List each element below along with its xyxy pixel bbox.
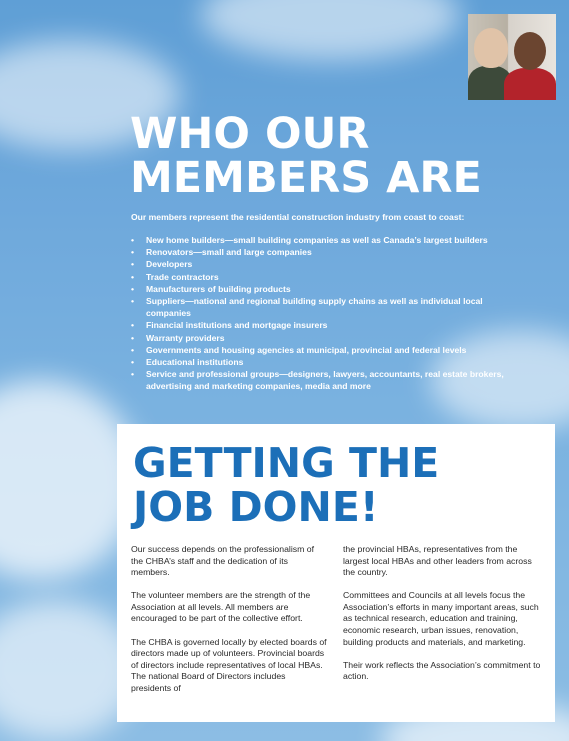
paragraph: The volunteer members are the strength of the Association at all levels. All members are encouraged to be part of the collective effort. (131, 590, 311, 624)
bullet-icon: • (131, 271, 135, 282)
member-type-label: Service and professional groups—designers, lawyers, accountants, real estate brokers, advertising and marketing companies, media and more (146, 369, 504, 392)
bullet-icon: • (131, 247, 135, 258)
member-list-item (131, 234, 511, 246)
member-list (131, 234, 511, 393)
member-type-label: New home builders—small building companies as well as Canada’s largest builders (146, 235, 488, 245)
right-column (343, 544, 543, 694)
cloud-decoration (200, 0, 460, 60)
title-line: WHO OUR (130, 109, 370, 159)
member-type-label: Financial institutions and mortgage insurers (146, 320, 328, 331)
member-type-label: Renovators—small and large companies (146, 247, 312, 258)
getting-job-done-panel (117, 424, 555, 722)
member-list-item (131, 368, 511, 392)
intro-text: Our members represent the residential construction industry from coast to coast: (131, 212, 465, 222)
member-type-label: Warranty providers (146, 332, 225, 343)
paragraph: Their work reflects the Association’s commitment to action. (343, 659, 541, 682)
paragraph: The CHBA is governed locally by elected boards of directors made up of volunteers. Provincial boards of directors include representatives of local HBAs. The national Board of Directors includes presidents of (131, 636, 327, 693)
paragraph: the provincial HBAs, representatives from the largest local HBAs and other leaders from across the country. (343, 544, 532, 578)
member-type-label: Trade contractors (146, 271, 219, 282)
bullet-icon: • (131, 259, 135, 270)
member-type-label: Developers (146, 259, 193, 270)
bullet-icon: • (131, 369, 135, 380)
member-list-item (131, 319, 511, 331)
member-type-label: Suppliers—national and regional building supply chains as well as individual local companies (146, 296, 483, 319)
left-column (131, 544, 327, 706)
bullet-icon: • (131, 320, 135, 331)
page-title (130, 109, 482, 203)
paragraph: Committees and Councils at all levels focus the Association’s efforts in many important areas, such as technical research, education and training, economic research, urban issues, renovation, building products and materials, and marketing. (343, 590, 539, 647)
bullet-icon: • (131, 283, 135, 294)
title-line: JOB DONE! (133, 483, 379, 531)
member-list-item (131, 344, 511, 356)
section-title (133, 441, 439, 529)
bullet-icon: • (131, 332, 135, 343)
paragraph: Our success depends on the professionalism of the CHBA’s staff and the dedication of its members. (131, 544, 315, 578)
member-list-item (131, 332, 511, 344)
members-photo (468, 14, 556, 100)
member-list-item (131, 283, 511, 295)
bullet-icon: • (131, 235, 135, 245)
bullet-icon: • (131, 344, 135, 355)
member-list-item (131, 295, 511, 319)
member-list-item (131, 246, 511, 258)
bullet-icon: • (131, 357, 135, 368)
member-type-label: Governments and housing agencies at municipal, provincial and federal levels (146, 344, 467, 355)
title-line: MEMBERS ARE (130, 153, 482, 203)
member-list-item (131, 356, 511, 368)
member-type-label: Manufacturers of building products (146, 283, 291, 294)
member-list-item (131, 271, 511, 283)
title-line: GETTING THE (133, 439, 440, 487)
member-list-item (131, 258, 511, 270)
bullet-icon: • (131, 296, 135, 307)
member-type-label: Educational institutions (146, 357, 244, 368)
